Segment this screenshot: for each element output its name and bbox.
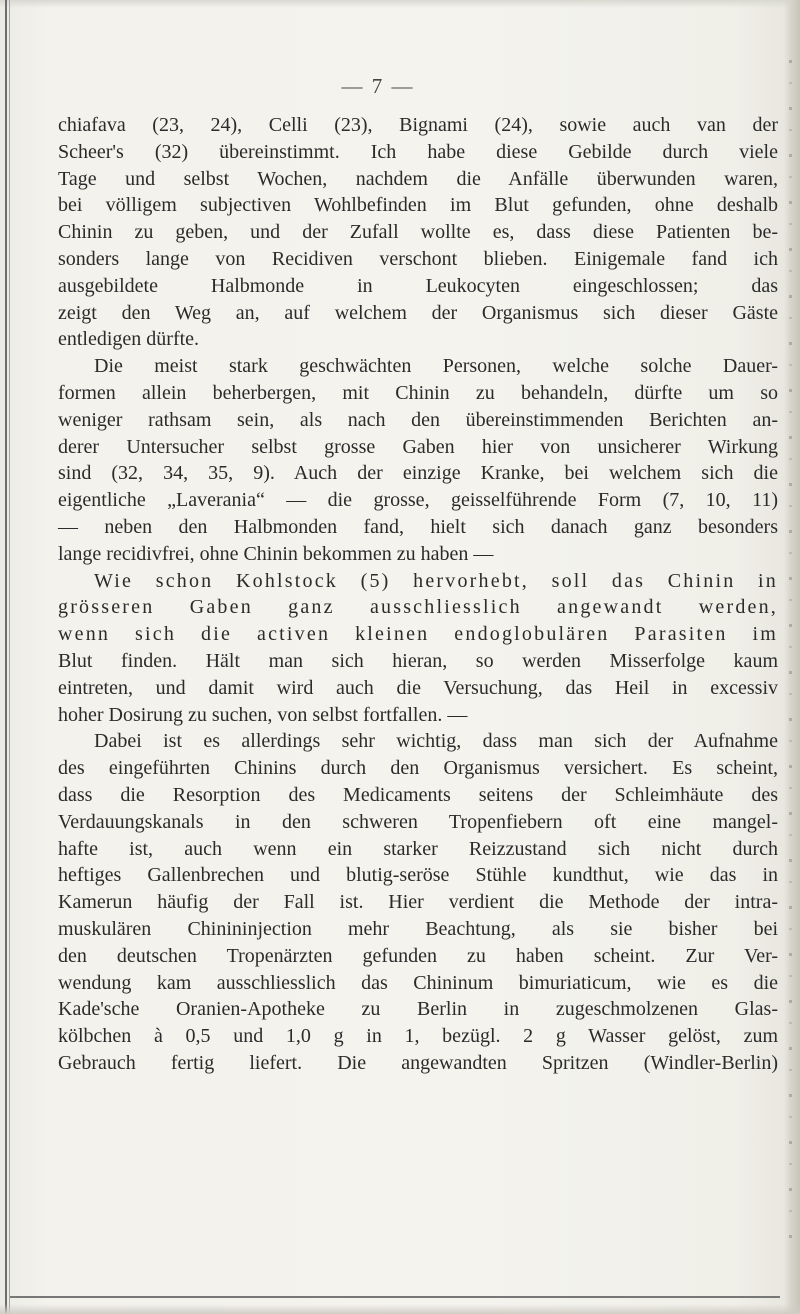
text-line: Verdauungskanals in den schweren Tropenfiebern oft eine mangel- [58,810,778,833]
text-line: dass die Resorption des Medicaments seitens der Schleimhäute des [58,783,778,806]
paragraph-first-line: Wie schon Kohlstock (5) hervorhebt, soll das Chinin in [94,569,778,592]
text-line: chiafava (23, 24), Celli (23), Bignami (24), sowie auch van der [58,114,778,136]
text-line: derer Untersucher selbst grosse Gaben hier von unsicherer Wirkung [58,435,778,458]
text-line: wenn sich die activen kleinen endoglobulären Parasiten im [58,623,778,646]
text-line: Gebrauch fertig liefert. Die angewandten Spritzen (Windler-Berlin) [58,1051,778,1074]
text-line: ausgebildete Halbmonde in Leukocyten eingeschlossen; das [58,274,778,297]
text-line: formen allein beherbergen, mit Chinin zu behandeln, dürfte um so [58,381,778,404]
left-binding-line-inner [9,0,10,1314]
text-line: Chinin zu geben, und der Zufall wollte es, dass diese Patienten be- [58,221,778,244]
text-line: lange recidivfrei, ohne Chinin bekommen zu haben — [58,542,494,565]
text-line: Kamerun häufig der Fall ist. Hier verdient die Methode der intra- [58,891,778,914]
text-line: wendung kam ausschliesslich das Chininum bimuriaticum, wie es die [58,971,778,994]
paragraph-first-line: Dabei ist es allerdings sehr wichtig, dass man sich der Aufnahme [94,730,778,753]
top-edge-shadow [0,0,800,8]
text-line: weniger rathsam sein, als nach den übereinstimmenden Berichten an- [58,408,778,431]
bottom-edge-shadow [0,1304,800,1314]
text-line: eigentliche „Laverania“ — die grosse, geisselführende Form (7, 10, 11) [58,489,778,512]
text-line: sonders lange von Recidiven verschont blieben. Einigemale fand ich [58,247,778,270]
text-line: zeigt den Weg an, auf welchem der Organismus sich dieser Gäste [58,301,778,324]
text-line: sind (32, 34, 35, 9). Auch der einzige Kranke, bei welchem sich die [58,462,778,485]
text-line: hafte ist, auch wenn ein starker Reizzustand sich nicht durch [58,837,778,860]
bottom-edge-line [10,1296,780,1298]
body-text [58,112,778,1077]
text-line: entledigen dürfte. [58,328,200,351]
text-line: Kade'sche Oranien-Apotheke zu Berlin in zugeschmolzenen Glas- [58,998,778,1021]
text-line: heftiges Gallenbrechen und blutig-seröse Stühle kundthut, wie das in [58,864,778,887]
text-line: eintreten, und damit wird auch die Versuchung, das Heil in excessiv [58,676,778,699]
text-line: hoher Dosirung zu suchen, von selbst fortfallen. — [58,703,468,726]
text-line: kölbchen à 0,5 und 1,0 g in 1, bezügl. 2 g Wasser gelöst, zum [58,1025,778,1048]
text-line: Tage und selbst Wochen, nachdem die Anfälle überwunden waren, [58,167,778,190]
text-line: Blut finden. Hält man sich hieran, so werden Misserfolge kaum [58,649,778,672]
right-page-edge [784,0,800,1314]
text-line: — neben den Halbmonden fand, hielt sich danach ganz besonders [58,515,778,538]
text-line: muskulären Chinininjection mehr Beachtung, als sie bisher bei [58,917,778,940]
right-edge-speckle [789,60,792,1240]
text-line: bei völligem subjectiven Wohlbefinden im Blut gefunden, ohne deshalb [58,194,778,217]
text-line: grösseren Gaben ganz ausschliesslich angewandt werden, [58,596,778,619]
left-binding-line [5,0,7,1314]
paragraph-first-line: Die meist stark geschwächten Personen, welche solche Dauer- [94,355,778,378]
text-line: Scheer's (32) übereinstimmt. Ich habe diese Gebilde durch viele [58,140,778,163]
page-number: — 7 — [341,74,415,98]
text-line: den deutschen Tropenärzten gefunden zu haben scheint. Zur Ver- [58,944,778,967]
text-line: des eingeführten Chinins durch den Organismus versichert. Es scheint, [58,757,778,780]
